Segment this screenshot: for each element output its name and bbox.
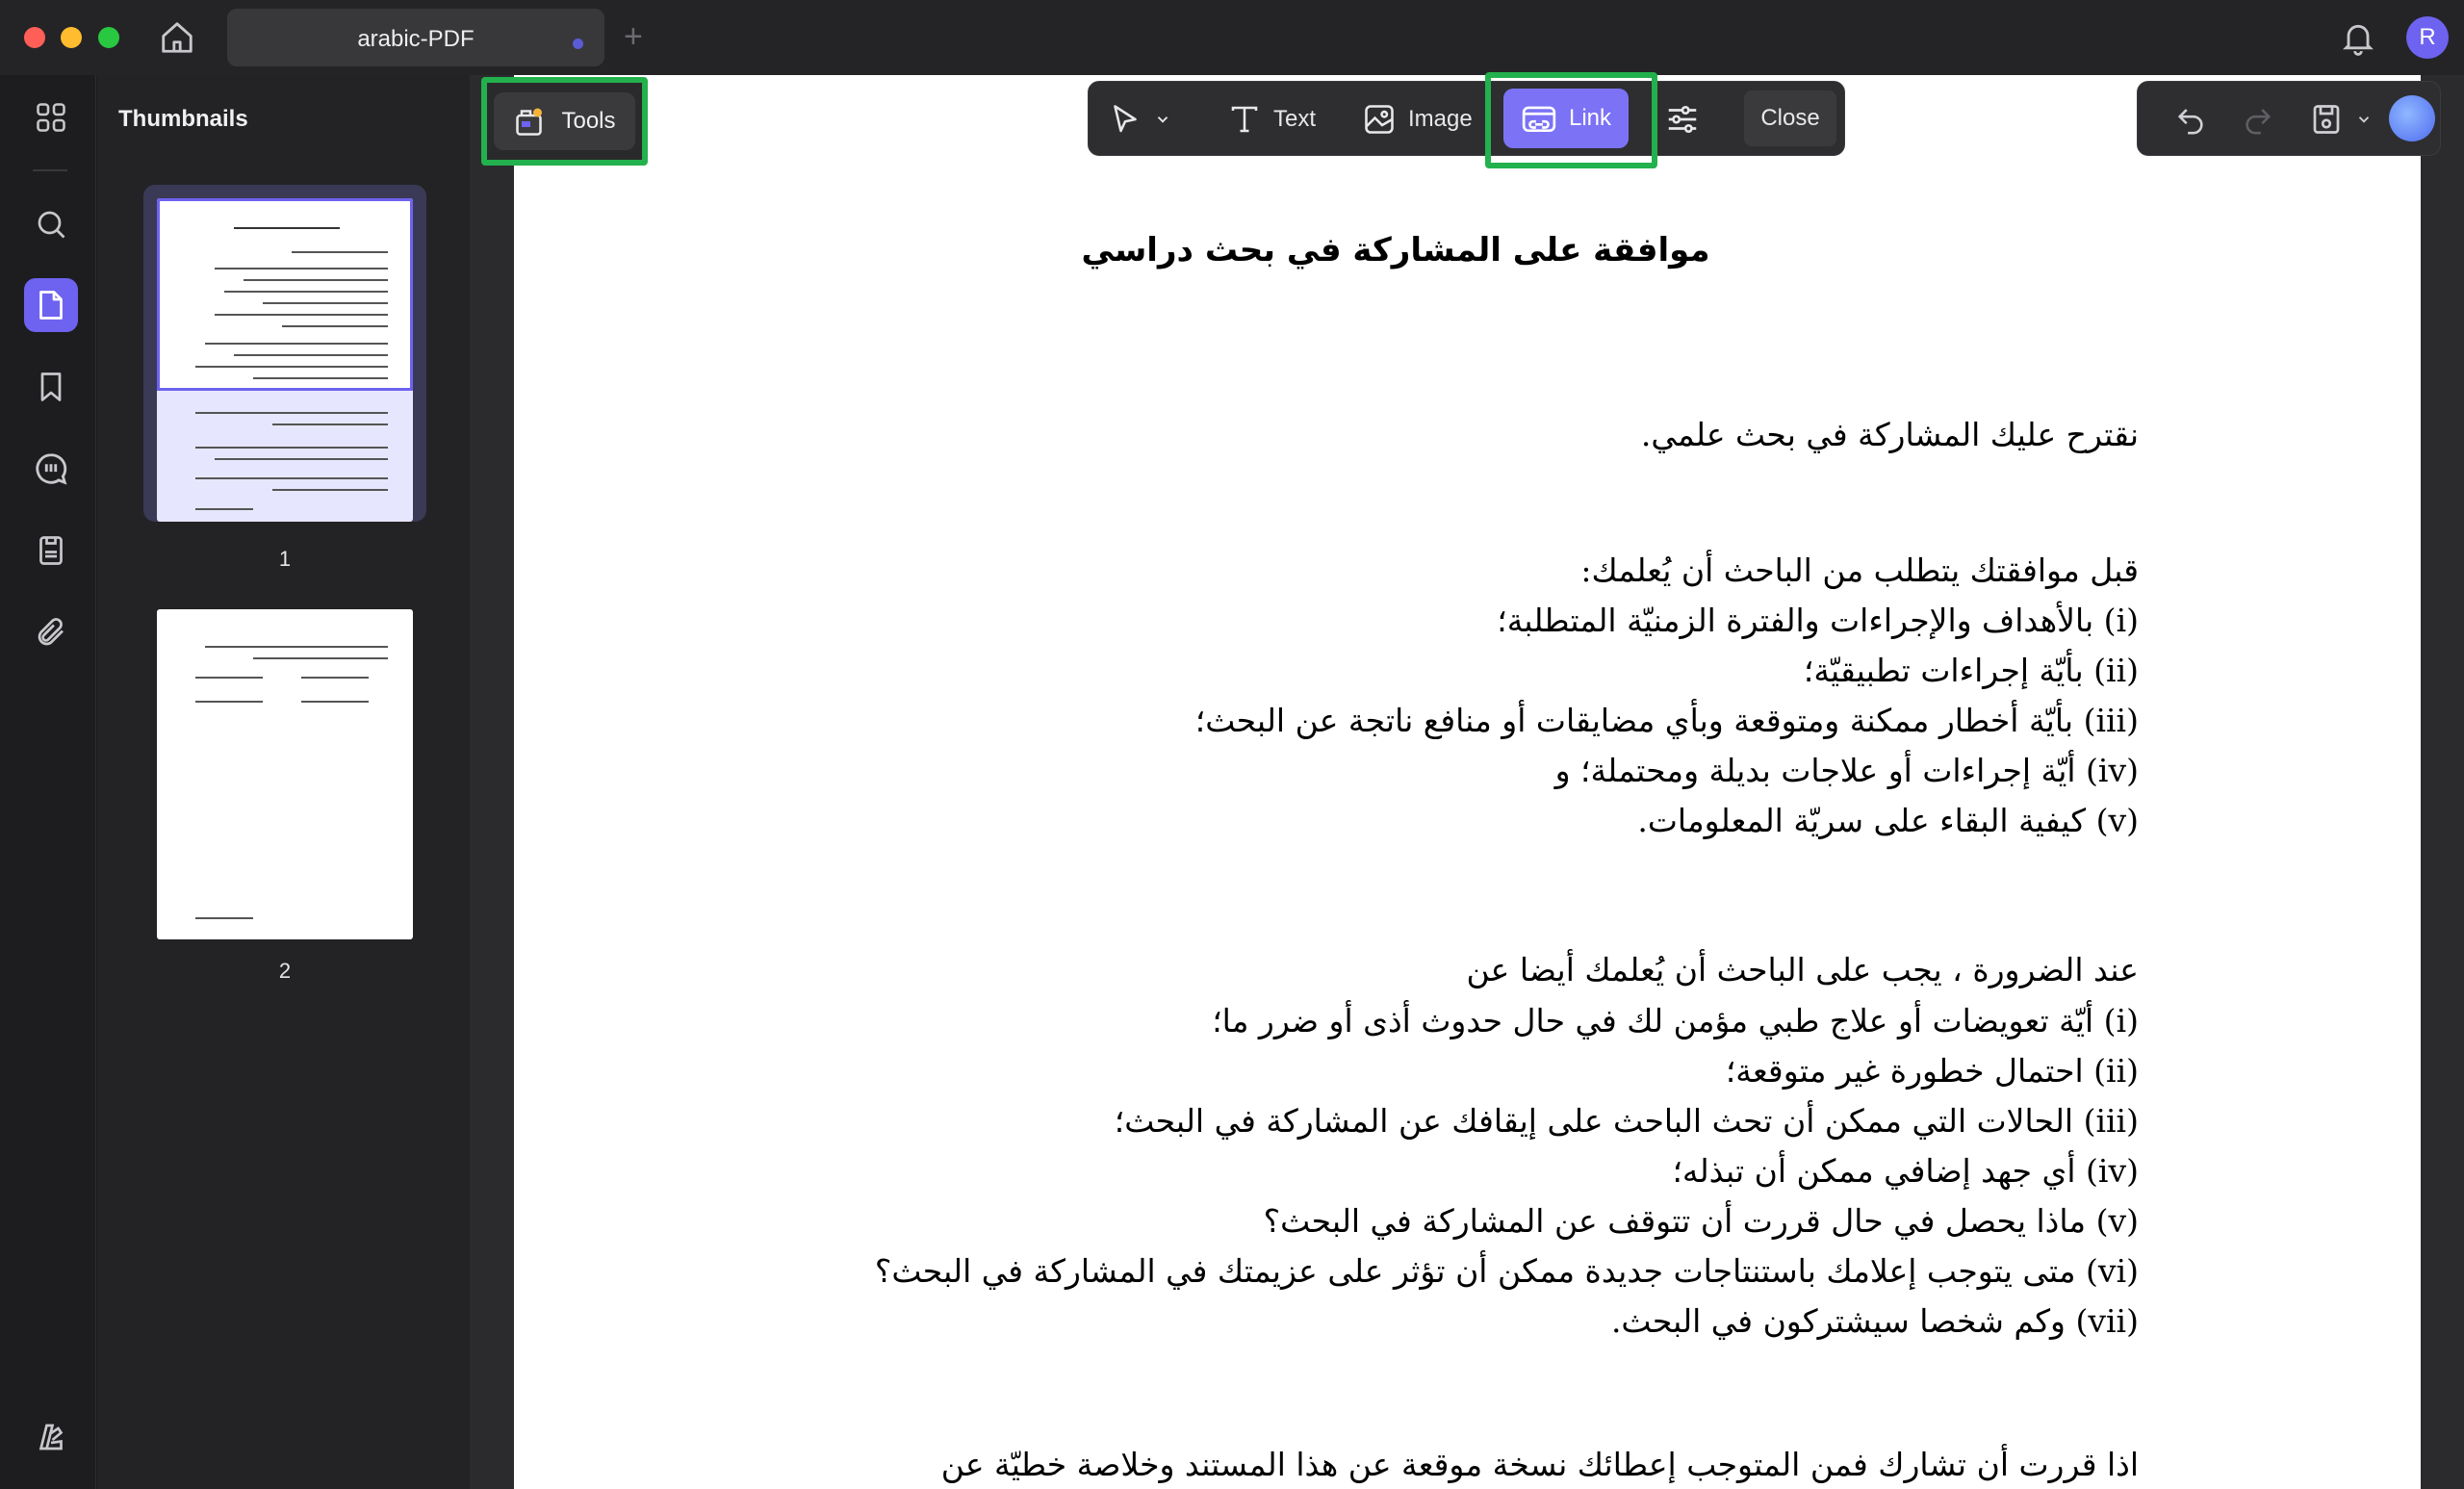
close-edit-button[interactable]: Close	[1744, 90, 1836, 146]
attachment-icon[interactable]	[24, 605, 78, 659]
left-rail	[0, 75, 96, 1489]
link-highlight-box	[1485, 72, 1657, 168]
document-line: (v) ماذا يحصل في حال قررت أن تتوقف عن المشاركة في البحث؟	[1263, 1202, 2139, 1240]
thumbnails-panel	[97, 75, 470, 1489]
document-line: قبل موافقتك يتطلب من الباحث أن يُعلمك:	[1580, 552, 2139, 589]
thumbnail-number: 1	[278, 547, 292, 571]
form-icon[interactable]	[24, 524, 78, 578]
undo-icon[interactable]	[2174, 97, 2207, 141]
document-line: عند الضرورة ، يجب على الباحث أن يُعلمك أيضا عن	[1466, 951, 2139, 988]
chevron-down-icon[interactable]	[1154, 111, 1171, 128]
grid-icon[interactable]	[24, 90, 78, 144]
bell-icon[interactable]	[2339, 18, 2377, 57]
select-tool-button[interactable]	[1108, 97, 1171, 141]
cursor-icon	[1108, 102, 1142, 137]
page-icon[interactable]	[24, 278, 78, 332]
document-line: (vi) متى يتوجب إعلامك باستنتاجات جديدة ممكن أن تؤثر على عزيمتك في المشاركة في البحث؟	[874, 1252, 2139, 1290]
document-line: (iii) الحالات التي ممكن أن تحث الباحث على إيقافك عن المشاركة في البحث؛	[1114, 1102, 2139, 1140]
text-tool-button[interactable]	[1227, 97, 1316, 141]
avatar[interactable]: R	[2406, 16, 2449, 59]
image-tool-button[interactable]	[1362, 97, 1473, 141]
save-icon[interactable]	[2309, 97, 2373, 141]
tab-title: arabic-PDF	[357, 26, 475, 52]
document-line: اذا قررت أن تشارك فمن المتوجب إعطائك نسخة موقعة عن هذا المستند وخلاصة خطيّة عن	[940, 1446, 2139, 1483]
bookmark-icon[interactable]	[24, 360, 78, 414]
tools-button[interactable]	[481, 77, 648, 166]
comment-icon[interactable]	[24, 442, 78, 496]
unsaved-dot	[573, 39, 583, 49]
ai-icon[interactable]	[2389, 95, 2435, 141]
document-line: (ii) بأيّة إجراءات تطبيقيّة؛	[1803, 652, 2139, 689]
canvas-margin	[2421, 75, 2464, 1489]
thumbnail-page-2[interactable]	[143, 609, 426, 941]
document-line: (vii) وكم شخصا سيشتركون في البحث.	[1610, 1302, 2139, 1340]
document-line: (iv) أيّة إجراءات أو علاجات بديلة ومحتملة؛ و	[1554, 752, 2139, 789]
document-line: (i) بالأهداف والإجراءات والفترة الزمنيّة المتطلبة؛	[1497, 602, 2139, 639]
document-title: موافقة على المشاركة في بحث دراسي	[1081, 231, 1710, 270]
home-icon[interactable]	[156, 17, 198, 58]
document-line: (ii) احتمال خطورة غير متوقعة؛	[1725, 1052, 2139, 1090]
document-line: (iv) أي جهد إضافي ممكن أن تبذله؛	[1672, 1152, 2139, 1190]
title-bar	[0, 0, 2464, 75]
image-icon	[1362, 102, 1397, 137]
document-line: (i) أيّة تعويضات أو علاج طبي مؤمن لك في حال حدوث أذى أو ضرر ما؛	[1212, 1002, 2139, 1040]
tools-icon	[513, 104, 548, 139]
thumbnail-page-1[interactable]	[143, 185, 426, 522]
canvas-margin	[470, 75, 514, 1489]
thumbnail-image	[157, 609, 413, 939]
close-window-button[interactable]	[24, 27, 45, 48]
rail-divider	[33, 169, 67, 171]
search-icon[interactable]	[24, 197, 78, 251]
image-tool-label: Image	[1408, 106, 1473, 132]
tools-label: Tools	[561, 108, 616, 134]
new-tab-button[interactable]: +	[624, 18, 643, 55]
document-line: (iii) بأيّة أخطار ممكنة ومتوقعة وبأي مضايقات أو منافع ناتجة عن البحث؛	[1194, 702, 2139, 739]
chevron-down-icon[interactable]	[2355, 111, 2373, 128]
document-line: نقترح عليك المشاركة في بحث علمي.	[1640, 416, 2139, 453]
document-tab[interactable]	[227, 9, 604, 66]
thumbnail-image	[157, 198, 413, 522]
text-icon	[1227, 102, 1262, 137]
theme-icon[interactable]	[24, 1410, 78, 1464]
maximize-window-button[interactable]	[98, 27, 119, 48]
link-tool-label: Link	[1568, 105, 1612, 131]
thumbnails-title: Thumbnails	[118, 106, 248, 132]
text-tool-label: Text	[1273, 106, 1317, 132]
edit-toolbar	[1088, 81, 1845, 156]
minimize-window-button[interactable]	[61, 27, 82, 48]
redo-icon[interactable]	[2242, 97, 2274, 141]
document-line: (v) كيفية البقاء على سريّة المعلومات.	[1637, 802, 2139, 839]
sliders-icon[interactable]	[1664, 97, 1701, 141]
thumbnail-number: 2	[278, 959, 292, 983]
